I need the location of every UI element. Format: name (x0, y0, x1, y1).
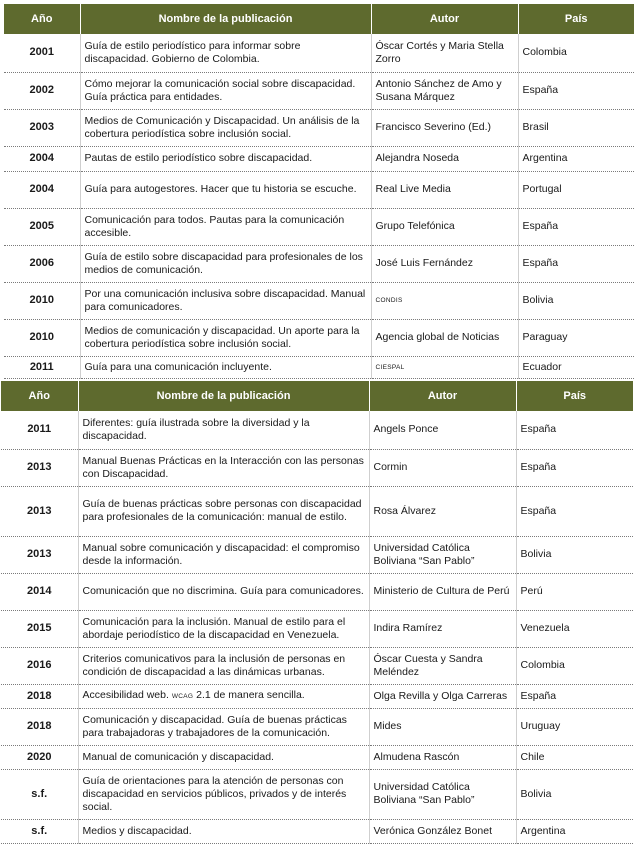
cell-year: 2010 (4, 319, 80, 356)
table-row (4, 282, 634, 319)
cell-title: Cómo mejorar la comunicación social sobre discapacidad. Guía práctica para entidades. (80, 72, 371, 109)
cell-year: 2013 (1, 486, 78, 536)
table-row (1, 684, 633, 708)
header-title: Nombre de la publicación (80, 4, 371, 34)
cell-year: 2018 (1, 684, 78, 708)
cell-country: Uruguay (516, 708, 633, 745)
cell-author: Real Live Media (371, 171, 518, 208)
cell-country: España (516, 449, 633, 486)
cell-year: 2011 (4, 356, 80, 378)
cell-author: Rosa Álvarez (369, 486, 516, 536)
cell-year: 2010 (4, 282, 80, 319)
cell-country: Argentina (516, 819, 633, 843)
table-header (1, 381, 633, 411)
header-country: País (516, 381, 633, 411)
table-row (1, 486, 633, 536)
table-row (4, 319, 634, 356)
cell-year: 2013 (1, 449, 78, 486)
cell-country: Argentina (518, 146, 634, 171)
table-row (1, 647, 633, 684)
cell-title (78, 684, 369, 708)
cell-year: 2002 (4, 72, 80, 109)
header-year: Año (4, 4, 80, 34)
table-row (1, 769, 633, 819)
cell-author: Grupo Telefónica (371, 208, 518, 245)
table-row (4, 356, 634, 378)
cell-author: Almudena Rascón (369, 745, 516, 769)
cell-country: Colombia (518, 34, 634, 72)
table-row (1, 536, 633, 573)
cell-year: 2004 (4, 146, 80, 171)
table-row (4, 109, 634, 146)
cell-country: Colombia (516, 647, 633, 684)
cell-title: Criterios comunicativos para la inclusión de personas en condición de discapacidad a las dinámicas urbanas. (78, 647, 369, 684)
cell-year: 2016 (1, 647, 78, 684)
cell-country: Venezuela (516, 610, 633, 647)
table-row (4, 245, 634, 282)
cell-title: Pautas de estilo periodístico sobre discapacidad. (80, 146, 371, 171)
cell-country: España (516, 411, 633, 449)
cell-title: Manual Buenas Prácticas en la Interacción con las personas con Discapacidad. (78, 449, 369, 486)
cell-country: España (516, 486, 633, 536)
table-row (4, 171, 634, 208)
cell-country: Chile (516, 745, 633, 769)
cell-year: 2003 (4, 109, 80, 146)
table-header (4, 4, 634, 34)
cell-author: Angels Ponce (369, 411, 516, 449)
table-row (4, 34, 634, 72)
cell-author: Alejandra Noseda (371, 146, 518, 171)
cell-title: Comunicación para todos. Pautas para la comunicación accesible. (80, 208, 371, 245)
cell-author: Mides (369, 708, 516, 745)
table-row (1, 610, 633, 647)
cell-country: Bolivia (516, 536, 633, 573)
cell-author: Francisco Severino (Ed.) (371, 109, 518, 146)
cell-year: s.f. (1, 819, 78, 843)
table-row (1, 411, 633, 449)
cell-country: España (516, 684, 633, 708)
table-row (4, 208, 634, 245)
cell-year: 2011 (1, 411, 78, 449)
table-row (4, 146, 634, 171)
cell-title: Comunicación y discapacidad. Guía de buenas prácticas para trabajadoras y trabajadores de la comunicación. (78, 708, 369, 745)
header-title: Nombre de la publicación (78, 381, 369, 411)
cell-year: 2006 (4, 245, 80, 282)
cell-title: Comunicación para la inclusión. Manual de estilo para el abordaje periodístico de la discapacidad en Venezuela. (78, 610, 369, 647)
table-row (4, 72, 634, 109)
header-author: Autor (369, 381, 516, 411)
cell-author: Universidad Católica Boliviana “San Pablo” (369, 536, 516, 573)
cell-title: Comunicación que no discrimina. Guía para comunicadores. (78, 573, 369, 610)
cell-country: España (518, 245, 634, 282)
title-text: 2.1 de manera sencilla. (196, 689, 305, 701)
cell-country: España (518, 72, 634, 109)
table-row (1, 819, 633, 843)
cell-country: Brasil (518, 109, 634, 146)
header-country: País (518, 4, 634, 34)
cell-title: Medios y discapacidad. (78, 819, 369, 843)
cell-author: Óscar Cortés y Maria Stella Zorro (371, 34, 518, 72)
table-row (1, 573, 633, 610)
table-row (1, 449, 633, 486)
cell-title: Guía de orientaciones para la atención de personas con discapacidad en servicios públicos, privados y de interés social. (78, 769, 369, 819)
cell-year: 2018 (1, 708, 78, 745)
publications-table-1 (4, 4, 634, 379)
cell-country: Bolivia (518, 282, 634, 319)
cell-author: Ministerio de Cultura de Perú (369, 573, 516, 610)
cell-country: Perú (516, 573, 633, 610)
table-row (1, 745, 633, 769)
cell-author: Antonio Sánchez de Amo y Susana Márquez (371, 72, 518, 109)
cell-title: Guía para autogestores. Hacer que tu historia se escuche. (80, 171, 371, 208)
cell-author: Agencia global de Noticias (371, 319, 518, 356)
cell-author: CIESPAL (371, 356, 518, 378)
header-author: Autor (371, 4, 518, 34)
cell-country: Portugal (518, 171, 634, 208)
cell-title: Guía para una comunicación incluyente. (80, 356, 371, 378)
cell-author: Universidad Católica Boliviana “San Pablo” (369, 769, 516, 819)
cell-country: Paraguay (518, 319, 634, 356)
cell-author: Verónica González Bonet (369, 819, 516, 843)
publications-table-2 (1, 381, 633, 844)
table-row (1, 708, 633, 745)
cell-country: Bolivia (516, 769, 633, 819)
cell-author: Olga Revilla y Olga Carreras (369, 684, 516, 708)
title-text: Accesibilidad web. (82, 689, 169, 701)
cell-author: José Luis Fernández (371, 245, 518, 282)
cell-year: 2004 (4, 171, 80, 208)
cell-title: Guía de estilo periodístico para informar sobre discapacidad. Gobierno de Colombia. (80, 34, 371, 72)
cell-title: Guía de estilo sobre discapacidad para profesionales de los medios de comunicación. (80, 245, 371, 282)
cell-author: Indira Ramírez (369, 610, 516, 647)
cell-title: Diferentes: guía ilustrada sobre la diversidad y la discapacidad. (78, 411, 369, 449)
cell-title: Medios de Comunicación y Discapacidad. Un análisis de la cobertura periodística sobre inclusión social. (80, 109, 371, 146)
cell-year: 2014 (1, 573, 78, 610)
cell-year: 2015 (1, 610, 78, 647)
cell-country: España (518, 208, 634, 245)
cell-title: Manual de comunicación y discapacidad. (78, 745, 369, 769)
cell-title: Guía de buenas prácticas sobre personas con discapacidad para profesionales de la comunicación: manual de estilo. (78, 486, 369, 536)
cell-title: Manual sobre comunicación y discapacidad: el compromiso desde la información. (78, 536, 369, 573)
cell-year: 2020 (1, 745, 78, 769)
cell-author: Óscar Cuesta y Sandra Meléndez (369, 647, 516, 684)
title-acronym: WCAG (171, 693, 194, 700)
header-year: Año (1, 381, 78, 411)
cell-year: 2001 (4, 34, 80, 72)
cell-title: Medios de comunicación y discapacidad. Un aporte para la cobertura periodística sobre inclusión social. (80, 319, 371, 356)
cell-author: Cormin (369, 449, 516, 486)
cell-year: s.f. (1, 769, 78, 819)
cell-author: CONDIS (371, 282, 518, 319)
cell-year: 2005 (4, 208, 80, 245)
cell-title: Por una comunicación inclusiva sobre discapacidad. Manual para comunicadores. (80, 282, 371, 319)
cell-country: Ecuador (518, 356, 634, 378)
cell-year: 2013 (1, 536, 78, 573)
